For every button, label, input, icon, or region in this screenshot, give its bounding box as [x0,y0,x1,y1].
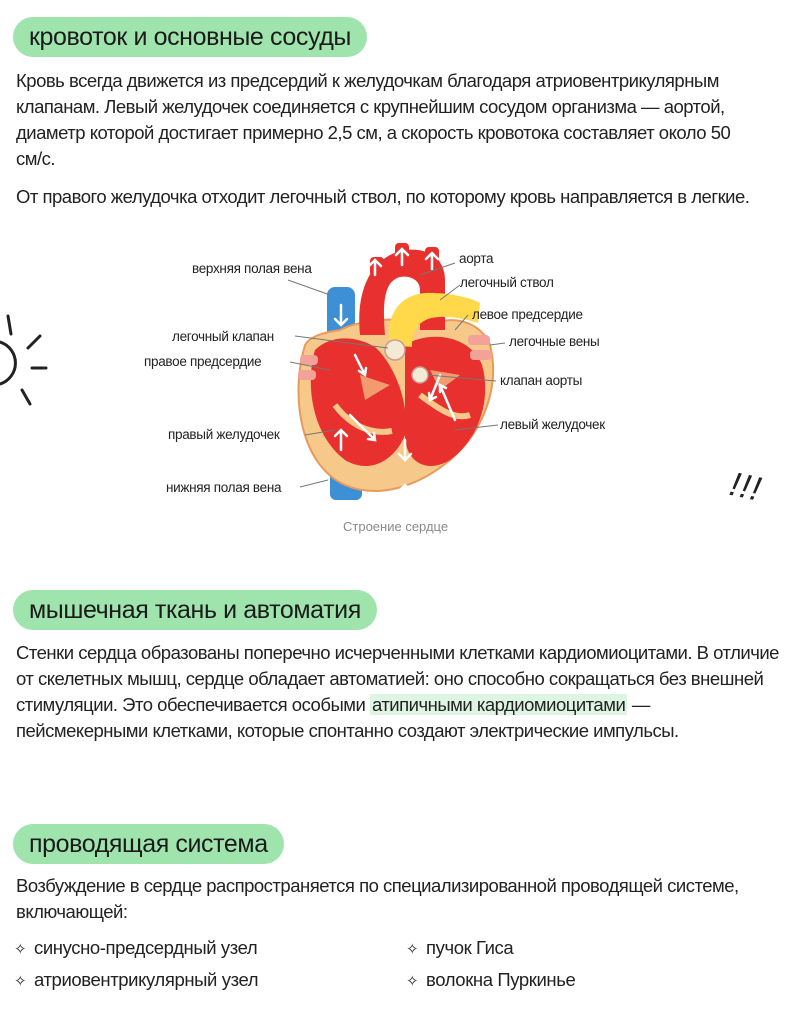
paragraph-conduction-intro: Возбуждение в сердце распространяется по специализированной проводящей системе, включающей: [16,875,739,922]
label-left-ventricle: левый желудочек [500,417,605,432]
highlight-atypical-cardiomyocytes: атипичными кардиомиоцитами [371,694,626,715]
label-left-atrium: левое предсердие [472,307,583,322]
section-title-conduction-system: проводящая система [13,824,284,864]
exclamation-decoration: !!! [726,465,766,509]
bullet-icon: ✧ [14,941,27,958]
section-title-blood-flow: кровоток и основные сосуды [13,17,367,57]
bullet-icon: ✧ [406,973,419,990]
label-aortic-valve: клапан аорты [500,373,582,388]
label-pulmonary-valve: легочный клапан [172,329,274,344]
automaticity-text-before: Стенки сердца образованы поперечно исчерченными клетками кардиомиоцитами. В отличие от скелетных мышц, сердце обладает автоматией: оно способно сокращаться без внешней стимуляции. Это обеспечивается особыми [16,642,779,715]
section-title-muscle-tissue: мышечная ткань и автоматия [13,590,377,630]
bullet-icon: ✧ [406,941,419,958]
list-item: ✧ атриовентрикулярный узел [14,965,258,997]
diagram-caption: Строение сердце [343,519,449,534]
label-right-atrium: правое предсердие [144,354,262,369]
paragraph-pulmonary-trunk: От правого желудочка отходит легочный ствол, по которому кровь направляется в легкие. [16,186,750,207]
conduction-list-left [14,933,258,997]
pulmonary-valve-shape [385,340,405,360]
label-pulmonary-trunk: легочный ствол [460,275,554,290]
heart-diagram [0,235,805,545]
aortic-valve-shape [412,367,428,383]
automaticity-text-after: — пейсмекерными клетками, которые спонтанно создают электрические импульсы. [16,694,679,741]
label-inferior-vena-cava: нижняя полая вена [166,480,282,495]
label-right-ventricle: правый желудочек [168,427,280,442]
label-pulmonary-veins: легочные вены [509,334,600,349]
list-item: ✧ синусно-предсердный узел [14,933,258,965]
conduction-list-right [406,933,575,997]
paragraph-blood-flow: Кровь всегда движется из предсердий к желудочкам благодаря атриовентрикулярным клапанам. Левый желудочек соединяется с крупнейшим сосудом организма — аортой, диаметр которой достигает примерно 2,5 см, а скорость кровотока составляет около 50 см/с. [16,70,731,169]
list-item: ✧ волокна Пуркинье [406,965,575,997]
paragraph-automaticity [16,640,786,744]
label-aorta: аорта [459,251,494,266]
bullet-icon: ✧ [14,973,27,990]
label-superior-vena-cava: верхняя полая вена [192,261,312,276]
list-item: ✧ пучок Гиса [406,933,575,965]
